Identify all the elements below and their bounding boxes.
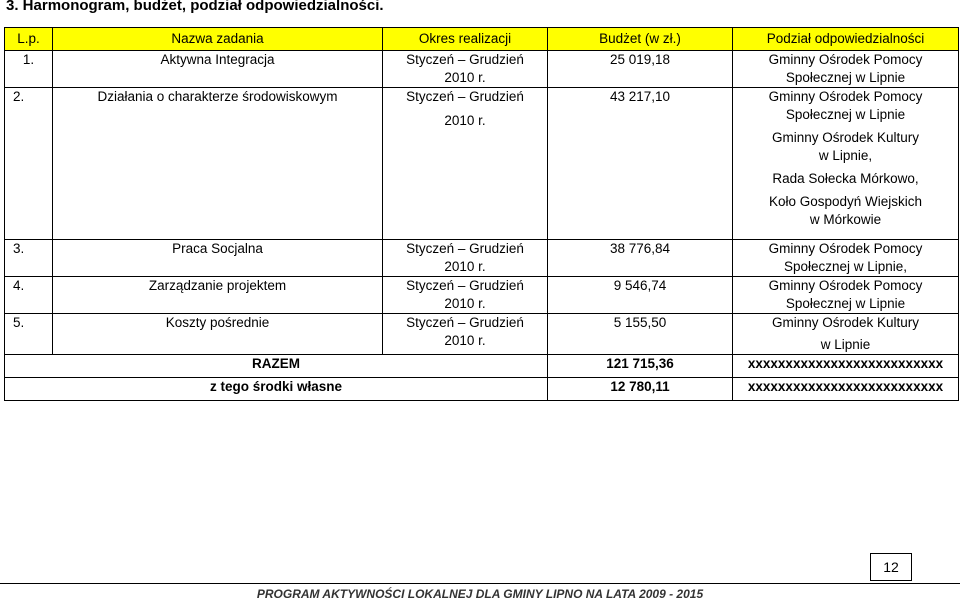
period-cell	[383, 314, 548, 355]
responsibility-cell	[733, 240, 959, 277]
row-number: 5.	[5, 314, 53, 355]
table-header-row	[5, 28, 959, 51]
period-year: 2010 r.	[444, 259, 486, 274]
own-funds-label: z tego środki własne	[5, 378, 548, 401]
total-filler: xxxxxxxxxxxxxxxxxxxxxxxxxx	[733, 355, 959, 378]
own-funds-value: 12 780,11	[548, 378, 733, 401]
row-number: 1.	[5, 51, 53, 88]
period-months: Styczeń – Grudzień	[406, 52, 524, 67]
responsibility-line: Gminny Ośrodek Pomocy	[768, 52, 923, 67]
period-year: 2010 r.	[444, 70, 486, 85]
header-period: Okres realizacji	[383, 28, 548, 51]
header-lp: L.p.	[5, 28, 53, 51]
responsibility-cell	[733, 51, 959, 88]
task-name: Działania o charakterze środowiskowym	[53, 88, 383, 240]
row-number: 4.	[5, 277, 53, 314]
budget-value: 5 155,50	[548, 314, 733, 355]
total-value: 121 715,36	[548, 355, 733, 378]
period-cell	[383, 88, 548, 240]
budget-value: 43 217,10	[548, 88, 733, 240]
period-cell	[383, 277, 548, 314]
own-funds-filler: xxxxxxxxxxxxxxxxxxxxxxxxxx	[733, 378, 959, 401]
footer-text: PROGRAM AKTYWNOŚCI LOKALNEJ DLA GMINY LIPNO NA LATA 2009 - 2015	[256, 587, 704, 601]
header-responsibility: Podział odpowiedzialności	[733, 28, 959, 51]
responsibility-line: Rada Sołecka Mórkowo,	[772, 171, 919, 186]
period-year: 2010 r.	[444, 113, 486, 128]
summary-row-total	[5, 355, 959, 378]
responsibility-line: Gminny Ośrodek Kultury	[771, 315, 920, 330]
period-months: Styczeń – Grudzień	[406, 278, 524, 293]
period-year: 2010 r.	[444, 296, 486, 311]
responsibility-cell	[733, 277, 959, 314]
page-number: 12	[870, 553, 912, 581]
responsibility-line: w Mórkowie	[809, 212, 882, 227]
task-name: Koszty pośrednie	[53, 314, 383, 355]
responsibility-line: Gminny Ośrodek Pomocy	[768, 89, 923, 104]
table-row	[5, 240, 959, 277]
period-year: 2010 r.	[444, 333, 486, 348]
responsibility-cell	[733, 314, 959, 355]
period-months: Styczeń – Grudzień	[406, 315, 524, 330]
total-label: RAZEM	[5, 355, 548, 378]
responsibility-line: w Lipnie,	[818, 148, 873, 163]
schedule-budget-table	[4, 27, 959, 401]
responsibility-line: Koło Gospodyń Wiejskich	[768, 194, 923, 209]
period-cell	[383, 240, 548, 277]
task-name: Praca Socjalna	[53, 240, 383, 277]
footer-divider	[0, 583, 960, 584]
responsibility-cell	[733, 88, 959, 240]
period-months: Styczeń – Grudzień	[406, 89, 524, 104]
table-row	[5, 88, 959, 240]
task-name: Zarządzanie projektem	[53, 277, 383, 314]
header-task-name: Nazwa zadania	[53, 28, 383, 51]
budget-value: 25 019,18	[548, 51, 733, 88]
summary-row-own-funds	[5, 378, 959, 401]
table-row	[5, 314, 959, 355]
section-heading: 3. Harmonogram, budżet, podział odpowiedzialności.	[6, 0, 384, 14]
period-cell	[383, 51, 548, 88]
budget-value: 9 546,74	[548, 277, 733, 314]
header-budget: Budżet (w zł.)	[548, 28, 733, 51]
row-number: 3.	[5, 240, 53, 277]
period-months: Styczeń – Grudzień	[406, 241, 524, 256]
responsibility-line: Społecznej w Lipnie	[785, 296, 906, 311]
table-row	[5, 277, 959, 314]
responsibility-line: w Lipnie	[820, 337, 871, 352]
responsibility-line: Gminny Ośrodek Pomocy	[768, 278, 923, 293]
responsibility-line: Społecznej w Lipnie,	[783, 259, 908, 274]
task-name: Aktywna Integracja	[53, 51, 383, 88]
table-row	[5, 51, 959, 88]
responsibility-line: Społecznej w Lipnie	[785, 70, 906, 85]
budget-value: 38 776,84	[548, 240, 733, 277]
responsibility-line: Społecznej w Lipnie	[785, 107, 906, 122]
responsibility-line: Gminny Ośrodek Kultury	[771, 130, 920, 145]
row-number: 2.	[5, 88, 53, 240]
responsibility-line: Gminny Ośrodek Pomocy	[768, 241, 923, 256]
